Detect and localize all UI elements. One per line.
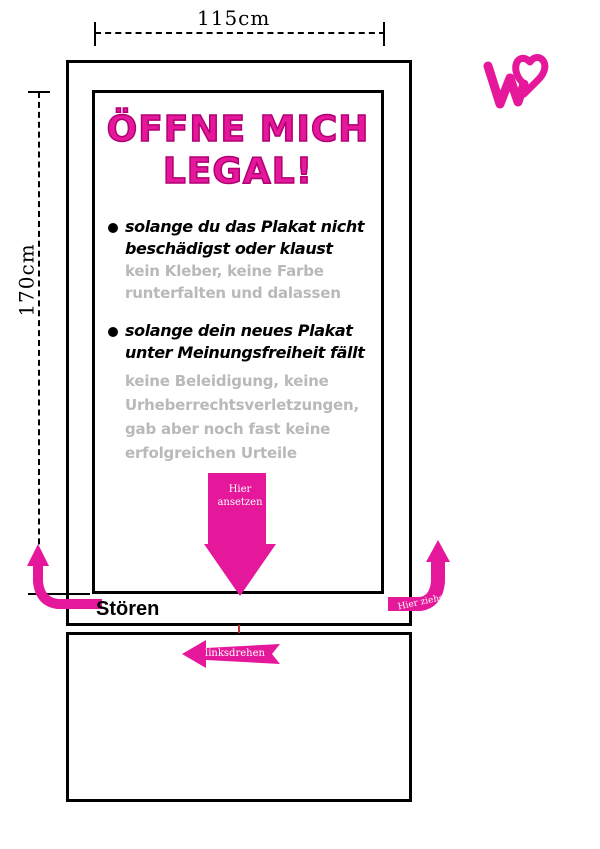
bullet2-sub4: erfolgreichen Urteile (125, 444, 297, 462)
heart-logo-icon (478, 44, 552, 124)
bullet2-line2: unter Meinungsfreiheit fällt (125, 343, 365, 362)
width-dimension-label: 115cm (197, 6, 271, 30)
stoeren-label: Stören (96, 598, 160, 620)
bullet1-sub2: runterfalten und dalassen (125, 284, 341, 302)
height-dimension-label: 170cm (14, 243, 39, 317)
bullet2-line1: solange dein neues Plakat (125, 321, 353, 340)
connector-line (238, 625, 240, 633)
hier-ziehen-label: Hier ziehen (396, 591, 452, 613)
bullet-dot-2 (108, 327, 118, 337)
hier-ansetzen-label-line2: ansetzen (217, 497, 263, 508)
width-dimension-line (95, 32, 385, 34)
height-dimension-line (38, 92, 40, 594)
height-dimension-tick-top (28, 91, 50, 93)
bullet2-sub2: Urheberrechtsverletzungen, (125, 396, 359, 414)
bullet2-sub1: keine Beleidigung, keine (125, 372, 329, 390)
width-dimension-tick-right (383, 22, 385, 46)
poster-title-line2: LEGAL! (162, 151, 314, 192)
bullet-dot-1 (108, 223, 118, 233)
curved-arrow-left-icon (24, 542, 104, 616)
bullet1-sub1: kein Kleber, keine Farbe (125, 262, 324, 280)
bullet2-sub3: gab aber noch fast keine (125, 420, 331, 438)
linksdrehen-label: linksdrehen (205, 648, 265, 659)
hier-ansetzen-label-line1: Hier (228, 484, 252, 495)
bullet1-line2: beschädigst oder klaust (125, 239, 333, 258)
bullet1-line1: solange du das Plakat nicht (125, 217, 365, 236)
poster-title-line1: ÖFFNE MICH (106, 109, 370, 150)
width-dimension-tick-left (94, 22, 96, 46)
